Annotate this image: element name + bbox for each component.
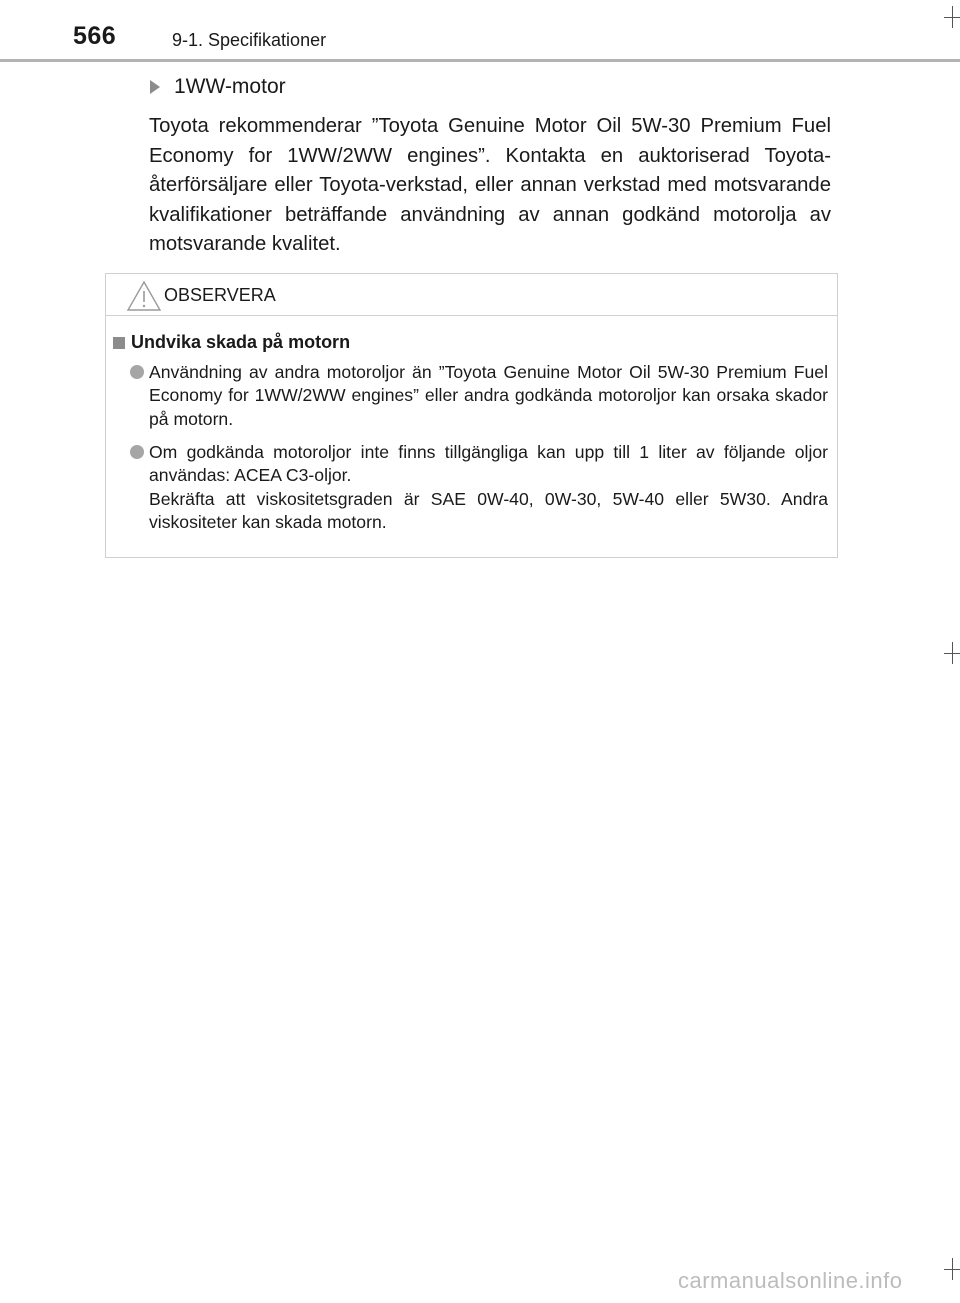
crop-mark-icon bbox=[944, 642, 960, 664]
square-bullet-icon bbox=[113, 337, 125, 349]
engine-heading-label: 1WW-motor bbox=[174, 75, 286, 98]
notice-box bbox=[105, 273, 838, 558]
circle-bullet-icon bbox=[130, 365, 144, 379]
notice-subheading-label: Undvika skada på motorn bbox=[131, 332, 351, 352]
notice-bullet-line: Bekräfta att viskositetsgraden är SAE 0W-40, 0W-30, 5W-40 eller 5W30. Andra viskositeter kan skada motorn. bbox=[149, 488, 828, 532]
notice-header bbox=[106, 274, 837, 316]
page-header bbox=[0, 0, 960, 62]
notice-bullet-text bbox=[149, 441, 828, 534]
watermark: carmanualsonline.info bbox=[678, 1268, 903, 1293]
circle-bullet-icon bbox=[130, 445, 144, 459]
engine-heading bbox=[150, 75, 286, 99]
notice-subheading bbox=[113, 332, 350, 353]
notice-label: OBSERVERA bbox=[164, 285, 276, 305]
notice-bullet-text: Användning av andra motoroljor än ”Toyota Genuine Motor Oil 5W-30 Premium Fuel Economy for 1WW/2WW engines” eller andra godkända motoroljor kan orsaka skador på motorn. bbox=[149, 362, 828, 429]
header-rule bbox=[0, 59, 960, 62]
body-paragraph: Toyota rekommenderar ”Toyota Genuine Motor Oil 5W-30 Premium Fuel Economy for 1WW/2WW engines”. Kontakta en auktoriserad Toyota-återförsäljare eller Toyota-verkstad, eller annan verkstad med motsvarande kvalifikationer beträffande användning av annan godkänd motorolja av motsvarande kvalitet. bbox=[149, 115, 831, 255]
warning-triangle-icon bbox=[126, 280, 162, 312]
crop-mark-icon bbox=[944, 1258, 960, 1280]
page-number: 566 bbox=[73, 22, 117, 50]
notice-bullet-line: Om godkända motoroljor inte finns tillgängliga kan upp till 1 liter av följande oljor användas: ACEA C3-oljor. bbox=[149, 442, 828, 486]
crop-mark-icon bbox=[944, 6, 960, 28]
triangle-bullet-icon bbox=[150, 80, 160, 94]
section-title: 9-1. Specifikationer bbox=[172, 30, 327, 50]
